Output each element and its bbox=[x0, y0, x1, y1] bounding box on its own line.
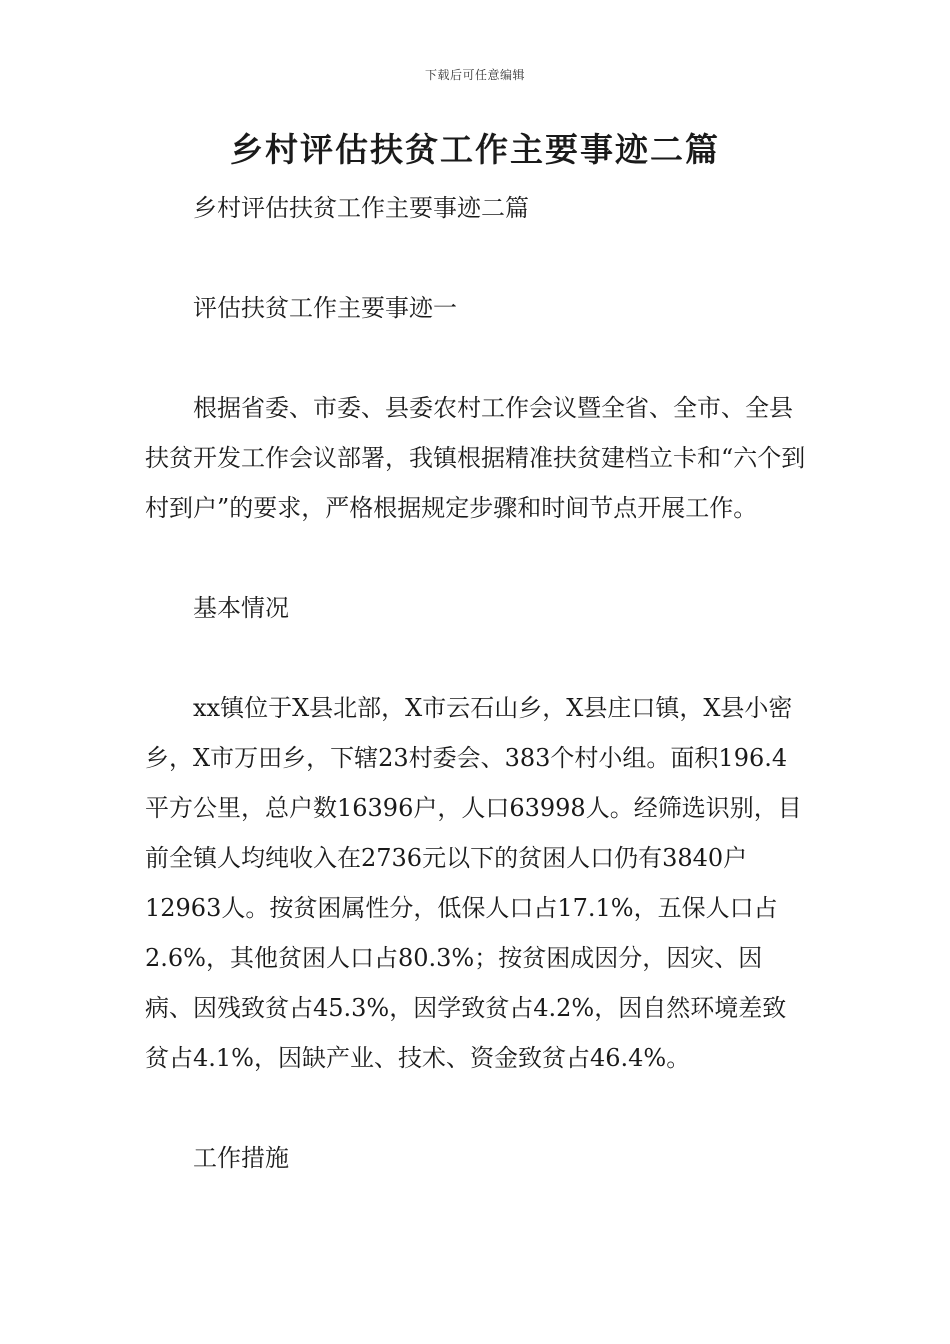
paragraph-spacer bbox=[145, 1083, 810, 1133]
section-heading-measures: 工作措施 bbox=[193, 1144, 289, 1172]
subtitle-paragraph: 乡村评估扶贫工作主要事迹二篇 bbox=[193, 194, 529, 222]
paragraph-spacer bbox=[145, 633, 810, 683]
section-heading-basic: 基本情况 bbox=[193, 594, 289, 622]
paragraph-spacer bbox=[145, 333, 810, 383]
basic-situation-paragraph: xx镇位于X县北部，X市云石山乡，X县庄口镇，X县小密乡，X市万田乡，下辖23村委会、383个村小组。面积196.4平方公里，总户数16396户，人口63998人。经筛选识别，目前全镇人均纯收入在2736元以下的贫困人口仍有3840户12963人。按贫困属性分，低保人口占17.1%，五保人口占2.6%，其他贫困人口占80.3%；按贫困成因分，因灾、因病、因残致贫占45.3%，因学致贫占4.2%，因自然环境差致贫占4.1%，因缺产业、技术、资金致贫占46.4%。 bbox=[145, 694, 802, 1072]
paragraph-spacer bbox=[145, 233, 810, 283]
section-heading-one: 评估扶贫工作主要事迹一 bbox=[193, 294, 457, 322]
header-note: 下载后可任意编辑 bbox=[424, 68, 525, 82]
paragraph-spacer bbox=[145, 533, 810, 583]
document-body bbox=[145, 183, 810, 1183]
intro-paragraph: 根据省委、市委、县委农村工作会议暨全省、全市、全县扶贫开发工作会议部署，我镇根据精准扶贫建档立卡和“六个到村到户”的要求，严格根据规定步骤和时间节点开展工作。 bbox=[145, 394, 806, 522]
document-title: 乡村评估扶贫工作主要事迹二篇 bbox=[230, 130, 720, 169]
